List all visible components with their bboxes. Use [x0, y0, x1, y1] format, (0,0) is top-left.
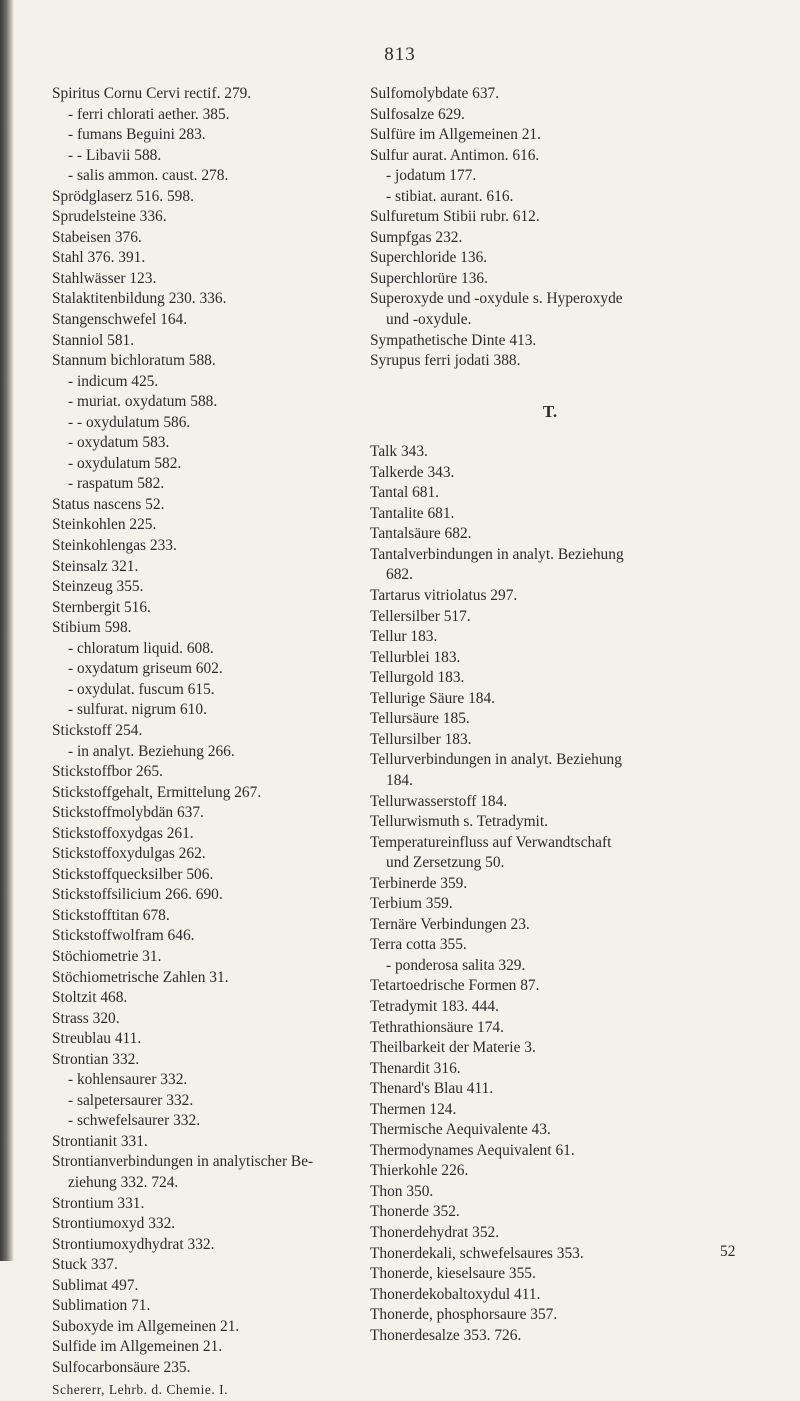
index-entry: - kohlensaurer 332.: [68, 1071, 188, 1089]
page-number: 813: [384, 44, 416, 65]
index-entry: Sulfocarbonsäure 235.: [52, 1358, 191, 1376]
index-entry: Stickstoffoxydgas 261.: [52, 824, 194, 842]
index-entry: Sublimat 497.: [52, 1276, 139, 1294]
index-entry: Tellurverbindungen in analyt. Beziehung: [370, 751, 622, 769]
index-entry: Syrupus ferri jodati 388.: [370, 352, 521, 370]
index-entry: Stickstofftitan 678.: [52, 906, 170, 924]
index-entry: Stickstoffsilicium 266. 690.: [52, 886, 223, 904]
index-entry: Spiritus Cornu Cervi rectif. 279.: [52, 85, 252, 102]
index-entry: Sulfüre im Allgemeinen 21.: [370, 126, 541, 144]
index-entry: Thierkohle 226.: [370, 1162, 469, 1180]
index-entry: Tellurwismuth s. Tetradymit.: [370, 813, 548, 831]
index-entry: und Zersetzung 50.: [386, 854, 505, 872]
index-entry: Sulfur aurat. Antimon. 616.: [370, 146, 540, 164]
index-entry: Steinzeug 355.: [52, 578, 144, 596]
index-entry: - oxydulatum 582.: [68, 454, 182, 472]
index-entry: Sternbergit 516.: [52, 598, 151, 616]
index-column-right: [370, 84, 750, 1346]
index-entry: Strontian 332.: [52, 1050, 140, 1068]
index-entry: Stibium 598.: [52, 619, 132, 637]
index-entry: Terbinerde 359.: [370, 874, 468, 892]
index-entry: Strontianverbindungen in analytischer Be-: [52, 1153, 314, 1171]
index-entry: Thonerdehydrat 352.: [370, 1223, 500, 1241]
index-entry: 184.: [386, 771, 413, 789]
index-entry: Steinsalz 321.: [52, 557, 139, 575]
index-entry: - ponderosa salita 329.: [386, 956, 526, 974]
index-entry: Thermodynames Aequivalent 61.: [370, 1141, 575, 1159]
index-entry: Tantal 681.: [370, 484, 440, 502]
index-entry: - fumans Beguini 283.: [68, 126, 206, 144]
index-entry: Streublau 411.: [52, 1030, 142, 1048]
index-entry: Thonerdekobaltoxydul 411.: [370, 1285, 541, 1303]
index-entry: Tetradymit 183. 444.: [370, 997, 499, 1015]
index-entry: Superchlorüre 136.: [370, 269, 488, 287]
index-entry: - salpetersaurer 332.: [68, 1091, 194, 1109]
index-entry: Thonerde 352.: [370, 1203, 460, 1221]
index-entry: - schwefelsaurer 332.: [68, 1112, 201, 1130]
index-entry: Theilbarkeit der Materie 3.: [370, 1039, 536, 1057]
index-entry: - oxydatum griseum 602.: [68, 660, 223, 678]
index-entry: Stickstoffoxydulgas 262.: [52, 845, 206, 863]
index-entry: Stöchiometrie 31.: [52, 947, 162, 965]
index-entry: Strontium 331.: [52, 1194, 145, 1212]
index-entry: - - oxydulatum 586.: [68, 413, 191, 431]
footer-signature-text: Schererr, Lehrb. d. Chemie. I.: [52, 1382, 229, 1398]
index-entry: Terbium 359.: [370, 895, 453, 913]
index-entry: Suboxyde im Allgemeinen 21.: [52, 1317, 240, 1335]
section-letter-heading: T.: [542, 401, 558, 421]
index-entry: - ferri chlorati aether. 385.: [68, 105, 230, 123]
index-entry: 682.: [386, 566, 413, 584]
index-entry: - in analyt. Beziehung 266.: [68, 742, 235, 760]
index-entry: Tethrathionsäure 174.: [370, 1018, 504, 1036]
index-entry: Talk 343.: [370, 443, 428, 461]
index-entry: Tellersilber 517.: [370, 607, 471, 625]
index-entry: Strontiumoxyd 332.: [52, 1215, 176, 1233]
index-entry: Sublimation 71.: [52, 1297, 151, 1315]
index-entry: Tantalsäure 682.: [370, 525, 472, 543]
index-entry: Stickstoff 254.: [52, 721, 143, 739]
index-entry: Stickstoffbor 265.: [52, 763, 163, 781]
index-entry: Tantalite 681.: [370, 504, 455, 522]
index-entry: Tetartoedrische Formen 87.: [370, 977, 540, 995]
index-entry: Tellurige Säure 184.: [370, 689, 496, 707]
index-entry: Sulfomolybdate 637.: [370, 85, 500, 102]
index-entry: Tellursilber 183.: [370, 730, 472, 748]
signature-number: 52: [720, 1243, 736, 1260]
index-entry: Stahl 376. 391.: [52, 249, 146, 267]
index-entry: Status nascens 52.: [52, 495, 165, 513]
index-entry: Thermische Aequivalente 43.: [370, 1121, 551, 1139]
index-entry: - muriat. oxydatum 588.: [68, 393, 218, 411]
index-entry: Strass 320.: [52, 1009, 120, 1027]
index-entry: Sprudelsteine 336.: [52, 208, 167, 226]
index-entry: - indicum 425.: [68, 372, 159, 390]
index-entry: Tellur 183.: [370, 628, 438, 646]
index-entry: Superoxyde und -oxydule s. Hyperoxyde: [370, 290, 623, 308]
index-entry: - raspatum 582.: [68, 475, 165, 493]
index-entry: Tantalverbindungen in analyt. Beziehung: [370, 545, 624, 563]
index-entry: Strontiumoxydhydrat 332.: [52, 1235, 215, 1253]
index-entry: Thon 350.: [370, 1182, 434, 1200]
index-entry: Terra cotta 355.: [370, 936, 467, 954]
index-entry: Stickstoffmolybdän 637.: [52, 804, 204, 822]
index-entry: Superchloride 136.: [370, 249, 488, 267]
index-entry: Stoltzit 468.: [52, 989, 128, 1007]
index-entry: - jodatum 177.: [386, 167, 477, 185]
index-entry: Stabeisen 376.: [52, 228, 142, 246]
index-entry: Sumpfgas 232.: [370, 228, 463, 246]
index-entry: Stöchiometrische Zahlen 31.: [52, 968, 229, 986]
index-entry: Thonerde, kieselsaure 355.: [370, 1265, 536, 1283]
index-entry: Thermen 124.: [370, 1100, 457, 1118]
index-entry: Steinkohlengas 233.: [52, 537, 177, 555]
index-entry: Stickstoffgehalt, Ermittelung 267.: [52, 783, 262, 801]
index-entry: Tellurblei 183.: [370, 648, 461, 666]
index-entry: Stanniol 581.: [52, 331, 135, 349]
index-entry: Stalaktitenbildung 230. 336.: [52, 290, 227, 308]
index-entry: Stuck 337.: [52, 1256, 118, 1274]
index-entry: Steinkohlen 225.: [52, 516, 157, 534]
index-entry: - - Libavii 588.: [68, 146, 162, 164]
index-entry: und -oxydule.: [386, 311, 472, 329]
index-column-left: [52, 84, 372, 1401]
index-entry: Sympathetische Dinte 413.: [370, 331, 537, 349]
index-entry: Stannum bichloratum 588.: [52, 352, 216, 370]
index-entry: Tellurwasserstoff 184.: [370, 792, 508, 810]
index-entry: Thonerdesalze 353. 726.: [370, 1326, 522, 1344]
index-entry: - oxydatum 583.: [68, 434, 170, 452]
index-entry: Thonerdekali, schwefelsaures 353.: [370, 1244, 584, 1262]
index-entry: Stangenschwefel 164.: [52, 311, 188, 329]
index-entry: Sulfide im Allgemeinen 21.: [52, 1338, 223, 1356]
index-entry: Tellurgold 183.: [370, 669, 465, 687]
book-binding-shadow: [0, 0, 14, 1261]
index-entry: ziehung 332. 724.: [68, 1173, 179, 1191]
index-entry: Ternäre Verbindungen 23.: [370, 915, 530, 933]
index-entry: Thenardit 316.: [370, 1059, 461, 1077]
index-entry: - oxydulat. fuscum 615.: [68, 680, 215, 698]
index-entry: Sulfosalze 629.: [370, 105, 465, 123]
index-entry: Thonerde, phosphorsaure 357.: [370, 1306, 558, 1324]
index-entry: Stickstoffquecksilber 506.: [52, 865, 214, 883]
index-entry: Tellursäure 185.: [370, 710, 470, 728]
footer-signature: [52, 1380, 372, 1401]
index-entry: Sulfuretum Stibii rubr. 612.: [370, 208, 540, 226]
index-entry: Stahlwässer 123.: [52, 269, 157, 287]
index-entry: - chloratum liquid. 608.: [68, 639, 214, 657]
index-entry: Sprödglaserz 516. 598.: [52, 187, 194, 205]
index-entry: Thenard's Blau 411.: [370, 1080, 494, 1098]
index-entry: Strontianit 331.: [52, 1132, 148, 1150]
index-entry: - stibiat. aurant. 616.: [386, 187, 514, 205]
index-entry: - sulfurat. nigrum 610.: [68, 701, 207, 719]
index-entry: - salis ammon. caust. 278.: [68, 167, 229, 185]
index-entry: Stickstoffwolfram 646.: [52, 927, 195, 945]
index-entry: Tartarus vitriolatus 297.: [370, 587, 518, 605]
index-entry: Temperatureinfluss auf Verwandtschaft: [370, 833, 612, 851]
index-entry: Talkerde 343.: [370, 463, 455, 481]
